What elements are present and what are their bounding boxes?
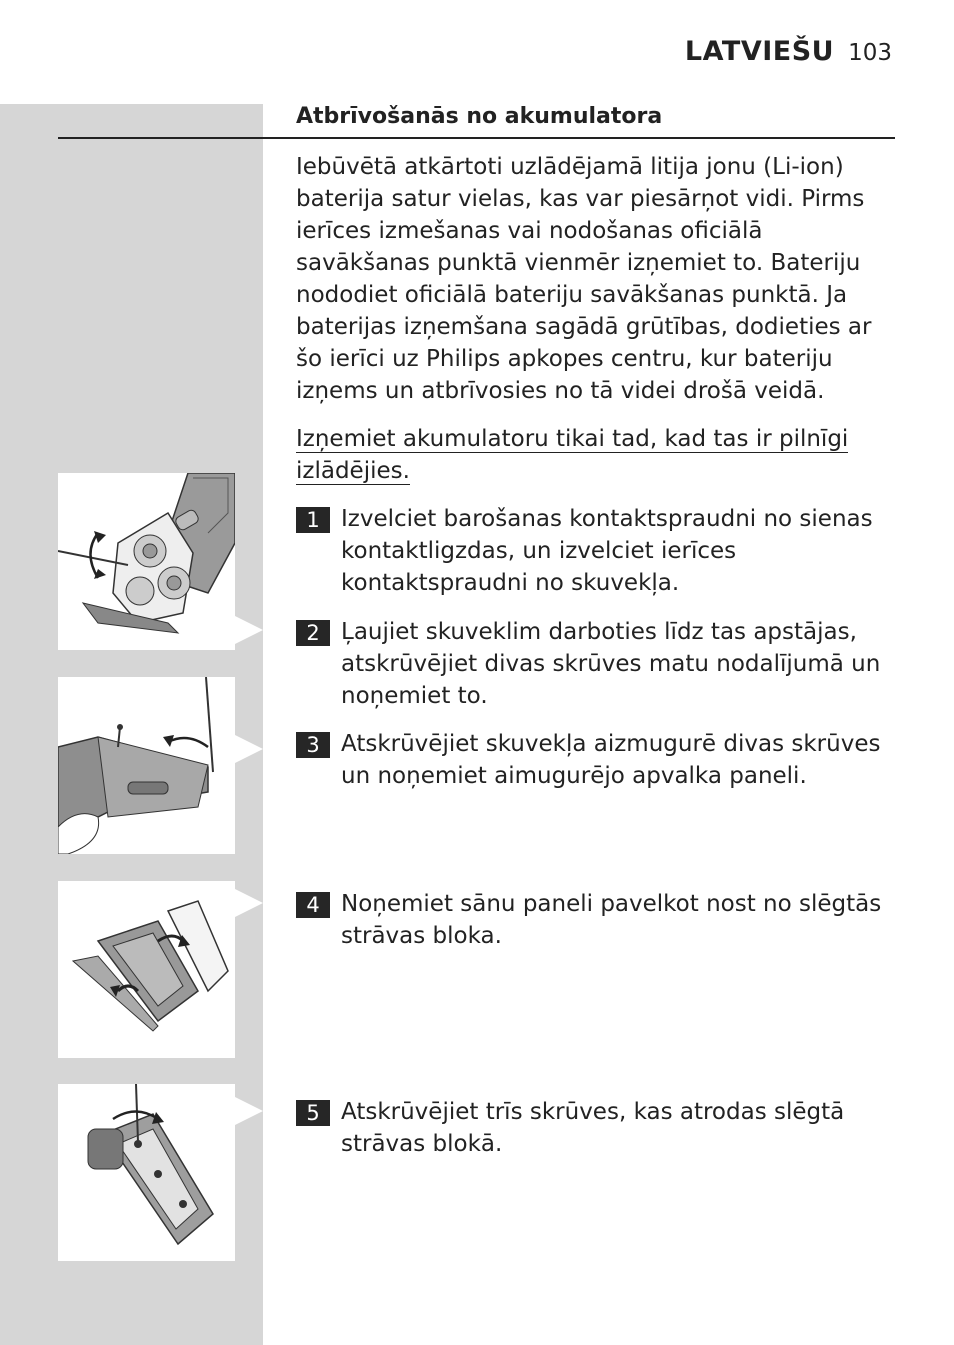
warning-text: Izņemiet akumulatoru tikai tad, kad tas ir pilnīgi izlādējies. (296, 426, 849, 484)
intro-paragraph: Iebūvētā atkārtoti uzlādējamā litija jonu (Li-ion) baterija satur vielas, kas var piesārņot vidi. Pirms ierīces izmešanas vai nodošanas oficiālā savākšanas punktā vienmēr izņemiet to. Bateriju nododiet oficiālā bateriju savākšanas punktā. Ja baterijas izņemšana sagādā grūtības, dodieties ar šo ierīci uz Philips apkopes centru, kur bateriju izņems un atbrīvosies no tā videi drošā veidā. (296, 154, 872, 404)
step-number-badge: 2 (296, 620, 330, 646)
section-title: Atbrīvošanās no akumulatora (296, 104, 663, 129)
illustration-1 (58, 473, 235, 650)
power-unit-screws-icon (58, 1084, 235, 1261)
step-number-badge: 3 (296, 732, 330, 758)
step-5 (296, 1096, 886, 1160)
step-text: Noņemiet sānu paneli pavelkot nost no slēgtās strāvas bloka. (341, 891, 882, 949)
page-number: 103 (848, 40, 892, 66)
illustration-3 (58, 881, 235, 1058)
step-text: Atskrūvējiet trīs skrūves, kas atrodas slēgtā strāvas blokā. (341, 1099, 845, 1157)
warning-note (296, 423, 866, 487)
step-4 (296, 888, 886, 952)
step-3 (296, 728, 886, 792)
step-2 (296, 616, 886, 712)
illustration-pointer (235, 889, 263, 917)
shaver-back-screwdriver-icon (58, 677, 235, 854)
page-header (685, 36, 892, 67)
step-1 (296, 503, 886, 599)
illustration-pointer (235, 1097, 263, 1125)
step-text: Atskrūvējiet skuvekļa aizmugurē divas skrūves un noņemiet aimugurējo apvalka paneli. (341, 731, 881, 789)
illustration-pointer (235, 735, 263, 763)
illustration-4 (58, 1084, 235, 1261)
step-number-badge: 4 (296, 892, 330, 918)
step-text: Izvelciet barošanas kontaktspraudni no sienas kontaktligzdas, un izvelciet ierīces kontaktspraudni no skuvekļa. (341, 506, 873, 596)
language-label: LATVIEŠU (684, 36, 835, 67)
illustration-pointer (235, 616, 263, 644)
shaver-head-screwdriver-icon (58, 473, 235, 650)
section-divider (58, 137, 895, 139)
illustration-2 (58, 677, 235, 854)
step-number-badge: 5 (296, 1100, 330, 1126)
step-text: Ļaujiet skuveklim darboties līdz tas apstājas, atskrūvējiet divas skrūves matu nodalījumā un noņemiet to. (341, 619, 881, 709)
shaver-side-panel-icon (58, 881, 235, 1058)
step-number-badge: 1 (296, 507, 330, 533)
